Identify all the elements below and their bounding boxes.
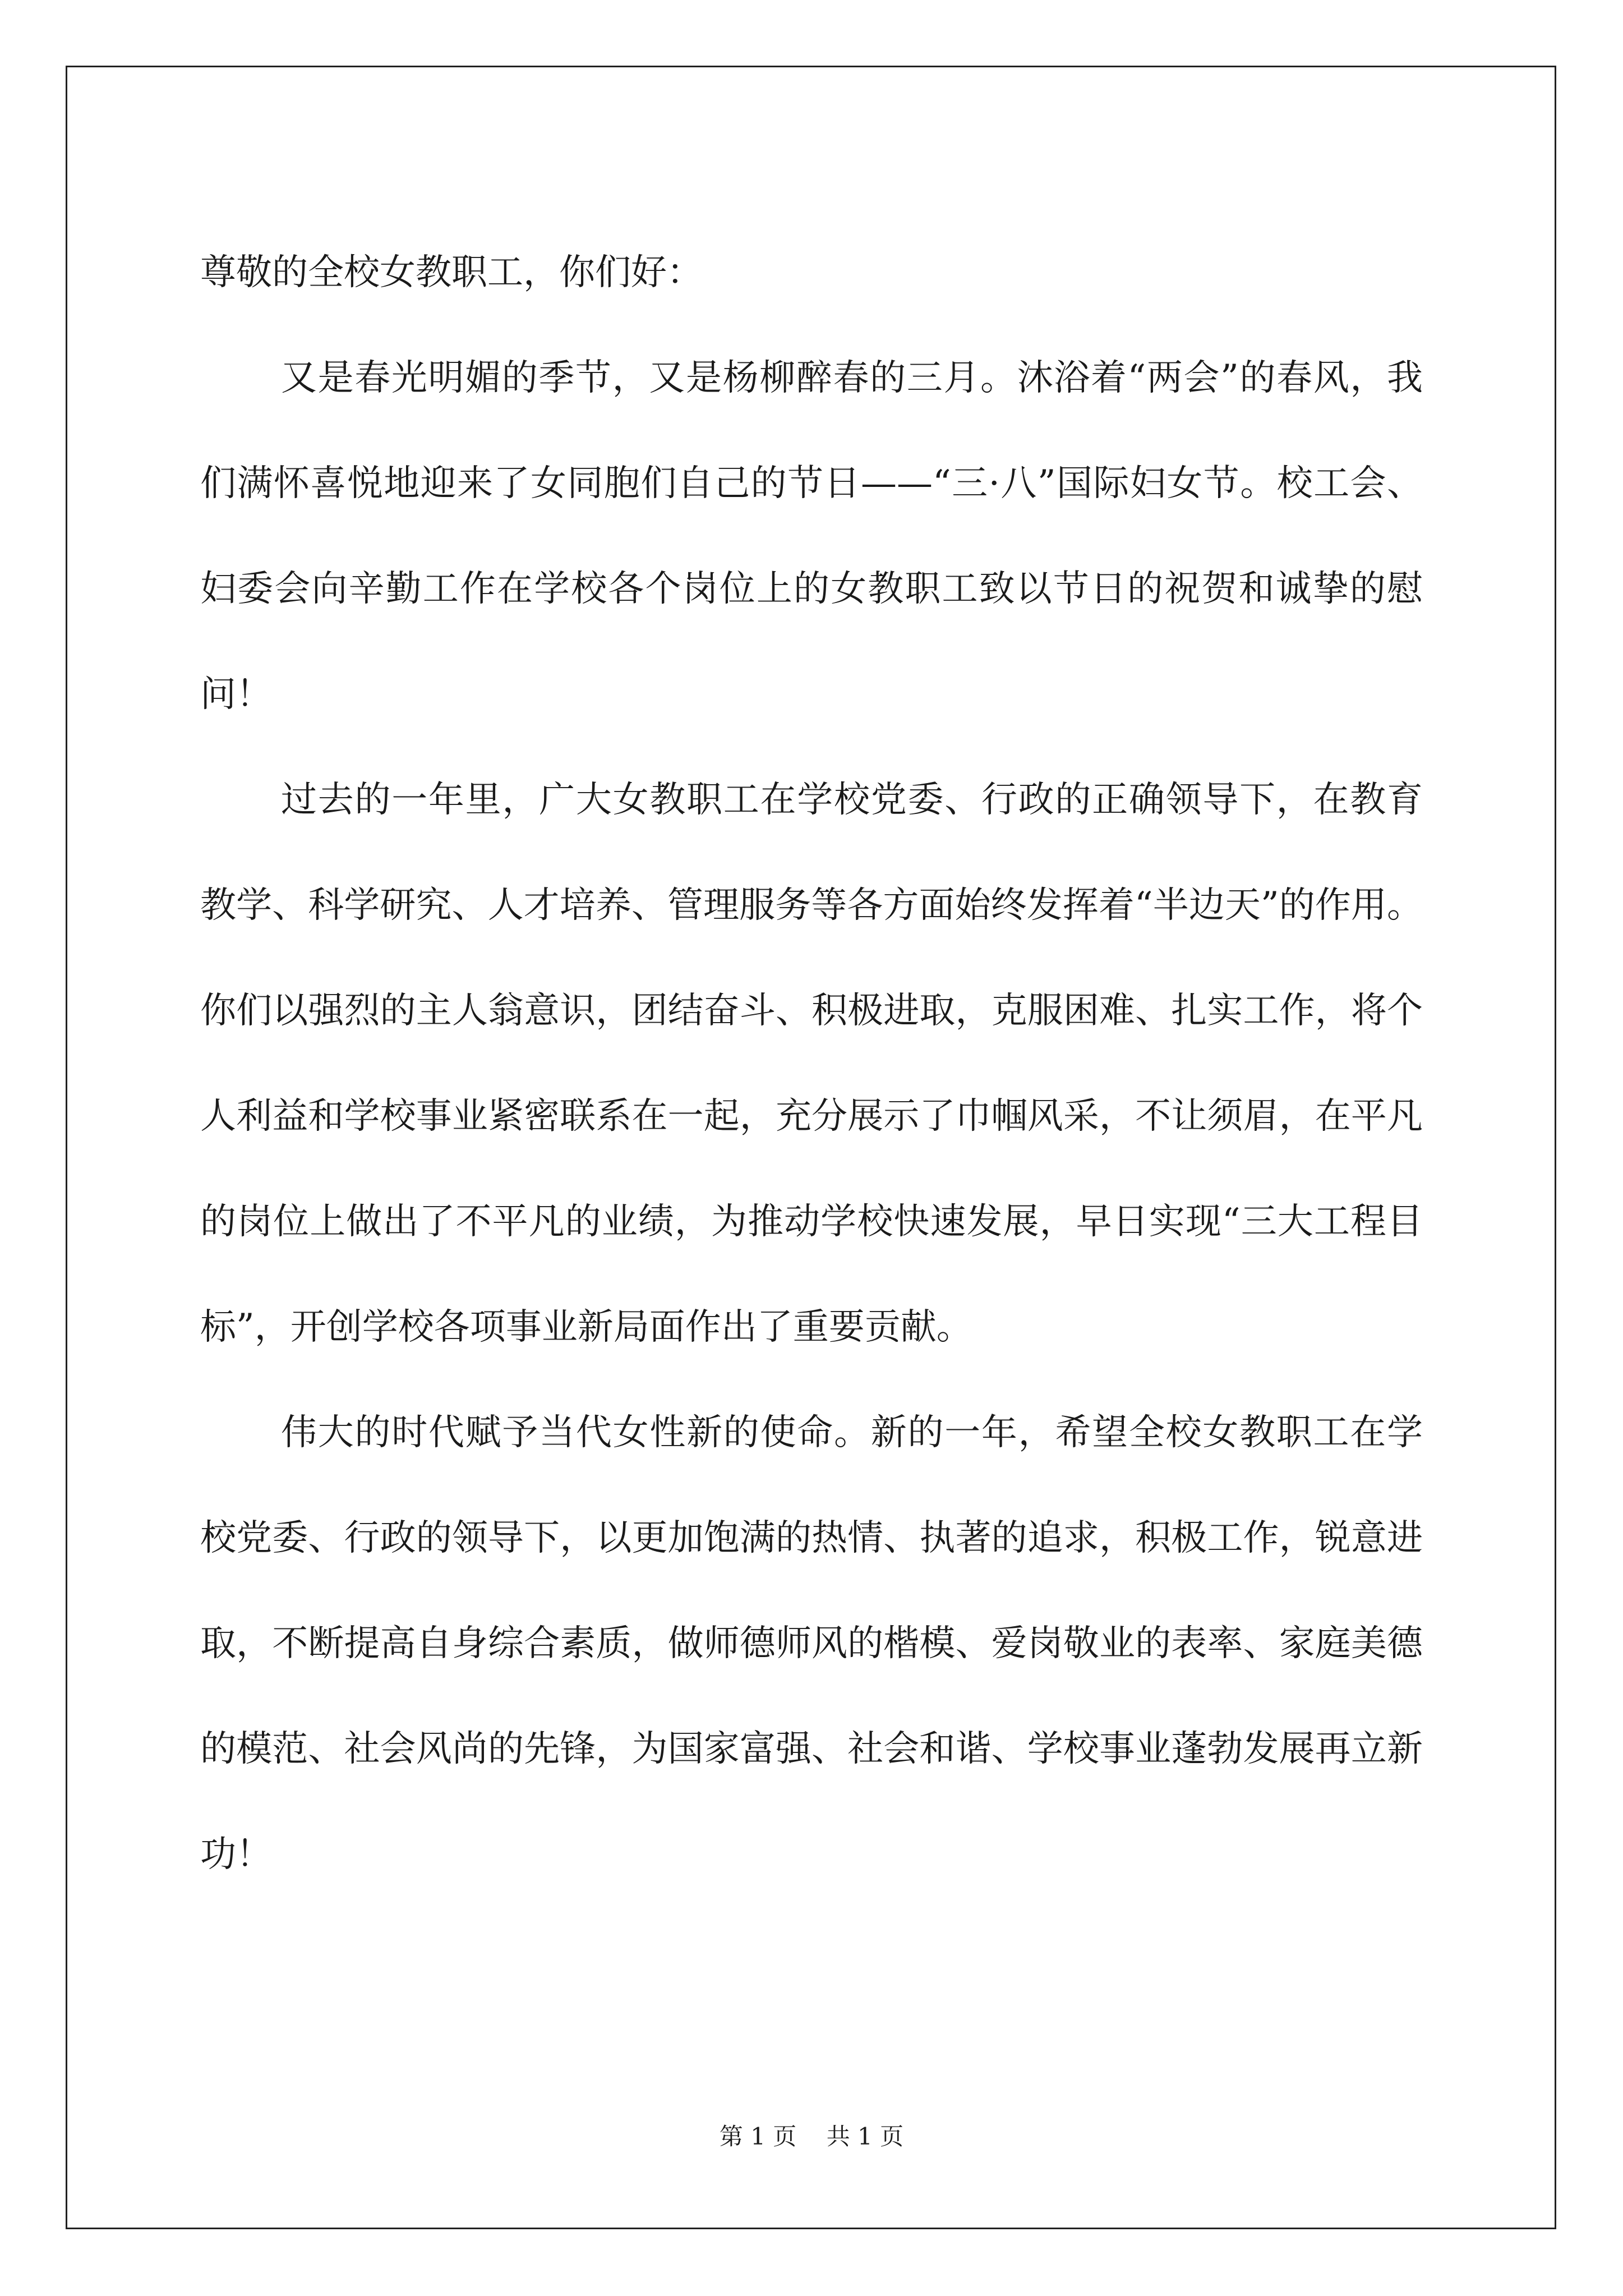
page-number-footer: 第 1 页 共 1 页 — [719, 2123, 904, 2150]
paragraph-3: 伟大的时代赋予当代女性新的使命。新的一年，希望全校女教职工在学校党委、行政的领导下，以更加饱满的热情、执著的追求，积极工作，锐意进取，不断提高自身综合素质，做师德师风的楷模、爱岗敬业的表率、家庭美德的模范、社会风尚的先锋，为国家富强、社会和谐、学校事业蓬勃发展再立新功！ — [200, 1412, 1423, 1875]
letter-body — [200, 220, 1423, 1907]
paragraph-1: 又是春光明媚的季节，又是杨柳醉春的三月。沐浴着“两会”的春风，我们满怀喜悦地迎来了女同胞们自己的节日——“三·八”国际妇女节。校工会、妇委会向辛勤工作在学校各个岗位上的女教职工致以节日的祝贺和诚挚的慰问！ — [200, 357, 1423, 715]
salutation: 尊敬的全校女教职工，你们好： — [200, 252, 703, 293]
paragraph-2: 过去的一年里，广大女教职工在学校党委、行政的正确领导下，在教育教学、科学研究、人才培养、管理服务等各方面始终发挥着“半边天”的作用。你们以强烈的主人翁意识，团结奋斗、积极进取，克服困难、扎实工作，将个人利益和学校事业紧密联系在一起，充分展示了巾帼风采，不让须眉，在平凡的岗位上做出了不平凡的业绩，为推动学校快速发展，早日实现“三大工程目标”，开创学校各项事业新局面作出了重要贡献。 — [200, 779, 1423, 1348]
